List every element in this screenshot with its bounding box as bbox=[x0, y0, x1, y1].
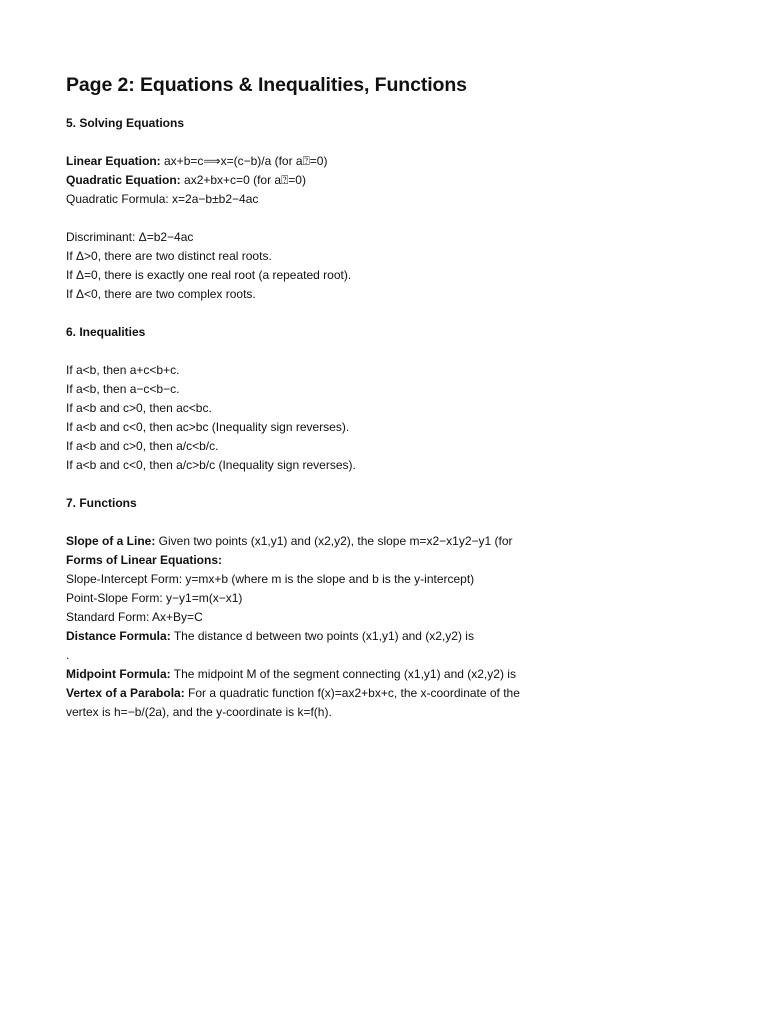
distance-formula-label: Distance Formula: bbox=[66, 629, 171, 643]
discriminant-case-positive: If Δ>0, there are two distinct real roots. bbox=[66, 249, 272, 263]
page-title: Page 2: Equations & Inequalities, Functions bbox=[66, 74, 467, 96]
section-inequalities bbox=[66, 323, 726, 475]
slope-label: Slope of a Line: bbox=[66, 534, 156, 548]
forms-heading: Forms of Linear Equations: bbox=[66, 553, 223, 567]
spacer bbox=[66, 304, 726, 323]
linear-equation-line bbox=[66, 152, 726, 171]
spacer bbox=[66, 209, 726, 228]
vertex-text: For a quadratic function f(x)=ax2+bx+c, the x-coordinate of the bbox=[184, 686, 520, 700]
discriminant-case-negative: If Δ<0, there are two complex roots. bbox=[66, 287, 256, 301]
midpoint-formula-line bbox=[66, 665, 726, 684]
slope-line bbox=[66, 532, 726, 551]
slope-intercept-form: Slope-Intercept Form: y=mx+b (where m is the slope and b is the y-intercept) bbox=[66, 572, 475, 586]
stray-dot: . bbox=[66, 648, 70, 662]
inequality-rule: If a<b and c<0, then ac>bc (Inequality sign reverses). bbox=[66, 420, 350, 434]
inequality-rule: If a<b and c<0, then a/c>b/c (Inequality sign reverses). bbox=[66, 458, 356, 472]
spacer bbox=[66, 133, 726, 152]
linear-equation-label: Linear Equation: bbox=[66, 154, 161, 168]
vertex-label: Vertex of a Parabola: bbox=[66, 686, 185, 700]
inequality-rule: If a<b and c>0, then ac<bc. bbox=[66, 401, 212, 415]
section-functions bbox=[66, 494, 726, 722]
distance-formula-text: The distance d between two points (x1,y1) and (x2,y2) is bbox=[170, 629, 474, 643]
quadratic-equation-label: Quadratic Equation: bbox=[66, 173, 181, 187]
discriminant-line: Discriminant: Δ=b2−4ac bbox=[66, 230, 194, 244]
spacer bbox=[66, 342, 726, 361]
inequality-rule: If a<b, then a+c<b+c. bbox=[66, 363, 180, 377]
section-heading: 7. Functions bbox=[66, 496, 137, 510]
inequality-rule: If a<b and c>0, then a/c<b/c. bbox=[66, 439, 219, 453]
distance-formula-line bbox=[66, 627, 726, 646]
vertex-line-continued: vertex is h=−b/(2a), and the y-coordinate is k=f(h). bbox=[66, 705, 332, 719]
point-slope-form: Point-Slope Form: y−y1=m(x−x1) bbox=[66, 591, 243, 605]
spacer bbox=[66, 98, 726, 114]
quadratic-equation-line bbox=[66, 171, 726, 190]
section-solving-equations bbox=[66, 114, 726, 304]
spacer bbox=[66, 475, 726, 494]
linear-equation-text: ax+b=c⟹x=(c−b)/a (for a⍰=0) bbox=[160, 154, 328, 168]
spacer bbox=[66, 513, 726, 532]
discriminant-case-zero: If Δ=0, there is exactly one real root (a repeated root). bbox=[66, 268, 352, 282]
quadratic-formula-line: Quadratic Formula: x=2a−b±b2−4ac bbox=[66, 192, 259, 206]
inequality-rule: If a<b, then a−c<b−c. bbox=[66, 382, 180, 396]
midpoint-formula-text: The midpoint M of the segment connecting (x1,y1) and (x2,y2) is bbox=[170, 667, 516, 681]
standard-form: Standard Form: Ax+By=C bbox=[66, 610, 203, 624]
section-heading: 5. Solving Equations bbox=[66, 116, 185, 130]
document-page bbox=[66, 72, 726, 722]
slope-text: Given two points (x1,y1) and (x2,y2), the slope m=x2−x1y2−y1 (for bbox=[155, 534, 513, 548]
quadratic-equation-text: ax2+bx+c=0 (for a⍰=0) bbox=[180, 173, 306, 187]
vertex-line bbox=[66, 684, 726, 703]
midpoint-formula-label: Midpoint Formula: bbox=[66, 667, 171, 681]
section-heading: 6. Inequalities bbox=[66, 325, 146, 339]
